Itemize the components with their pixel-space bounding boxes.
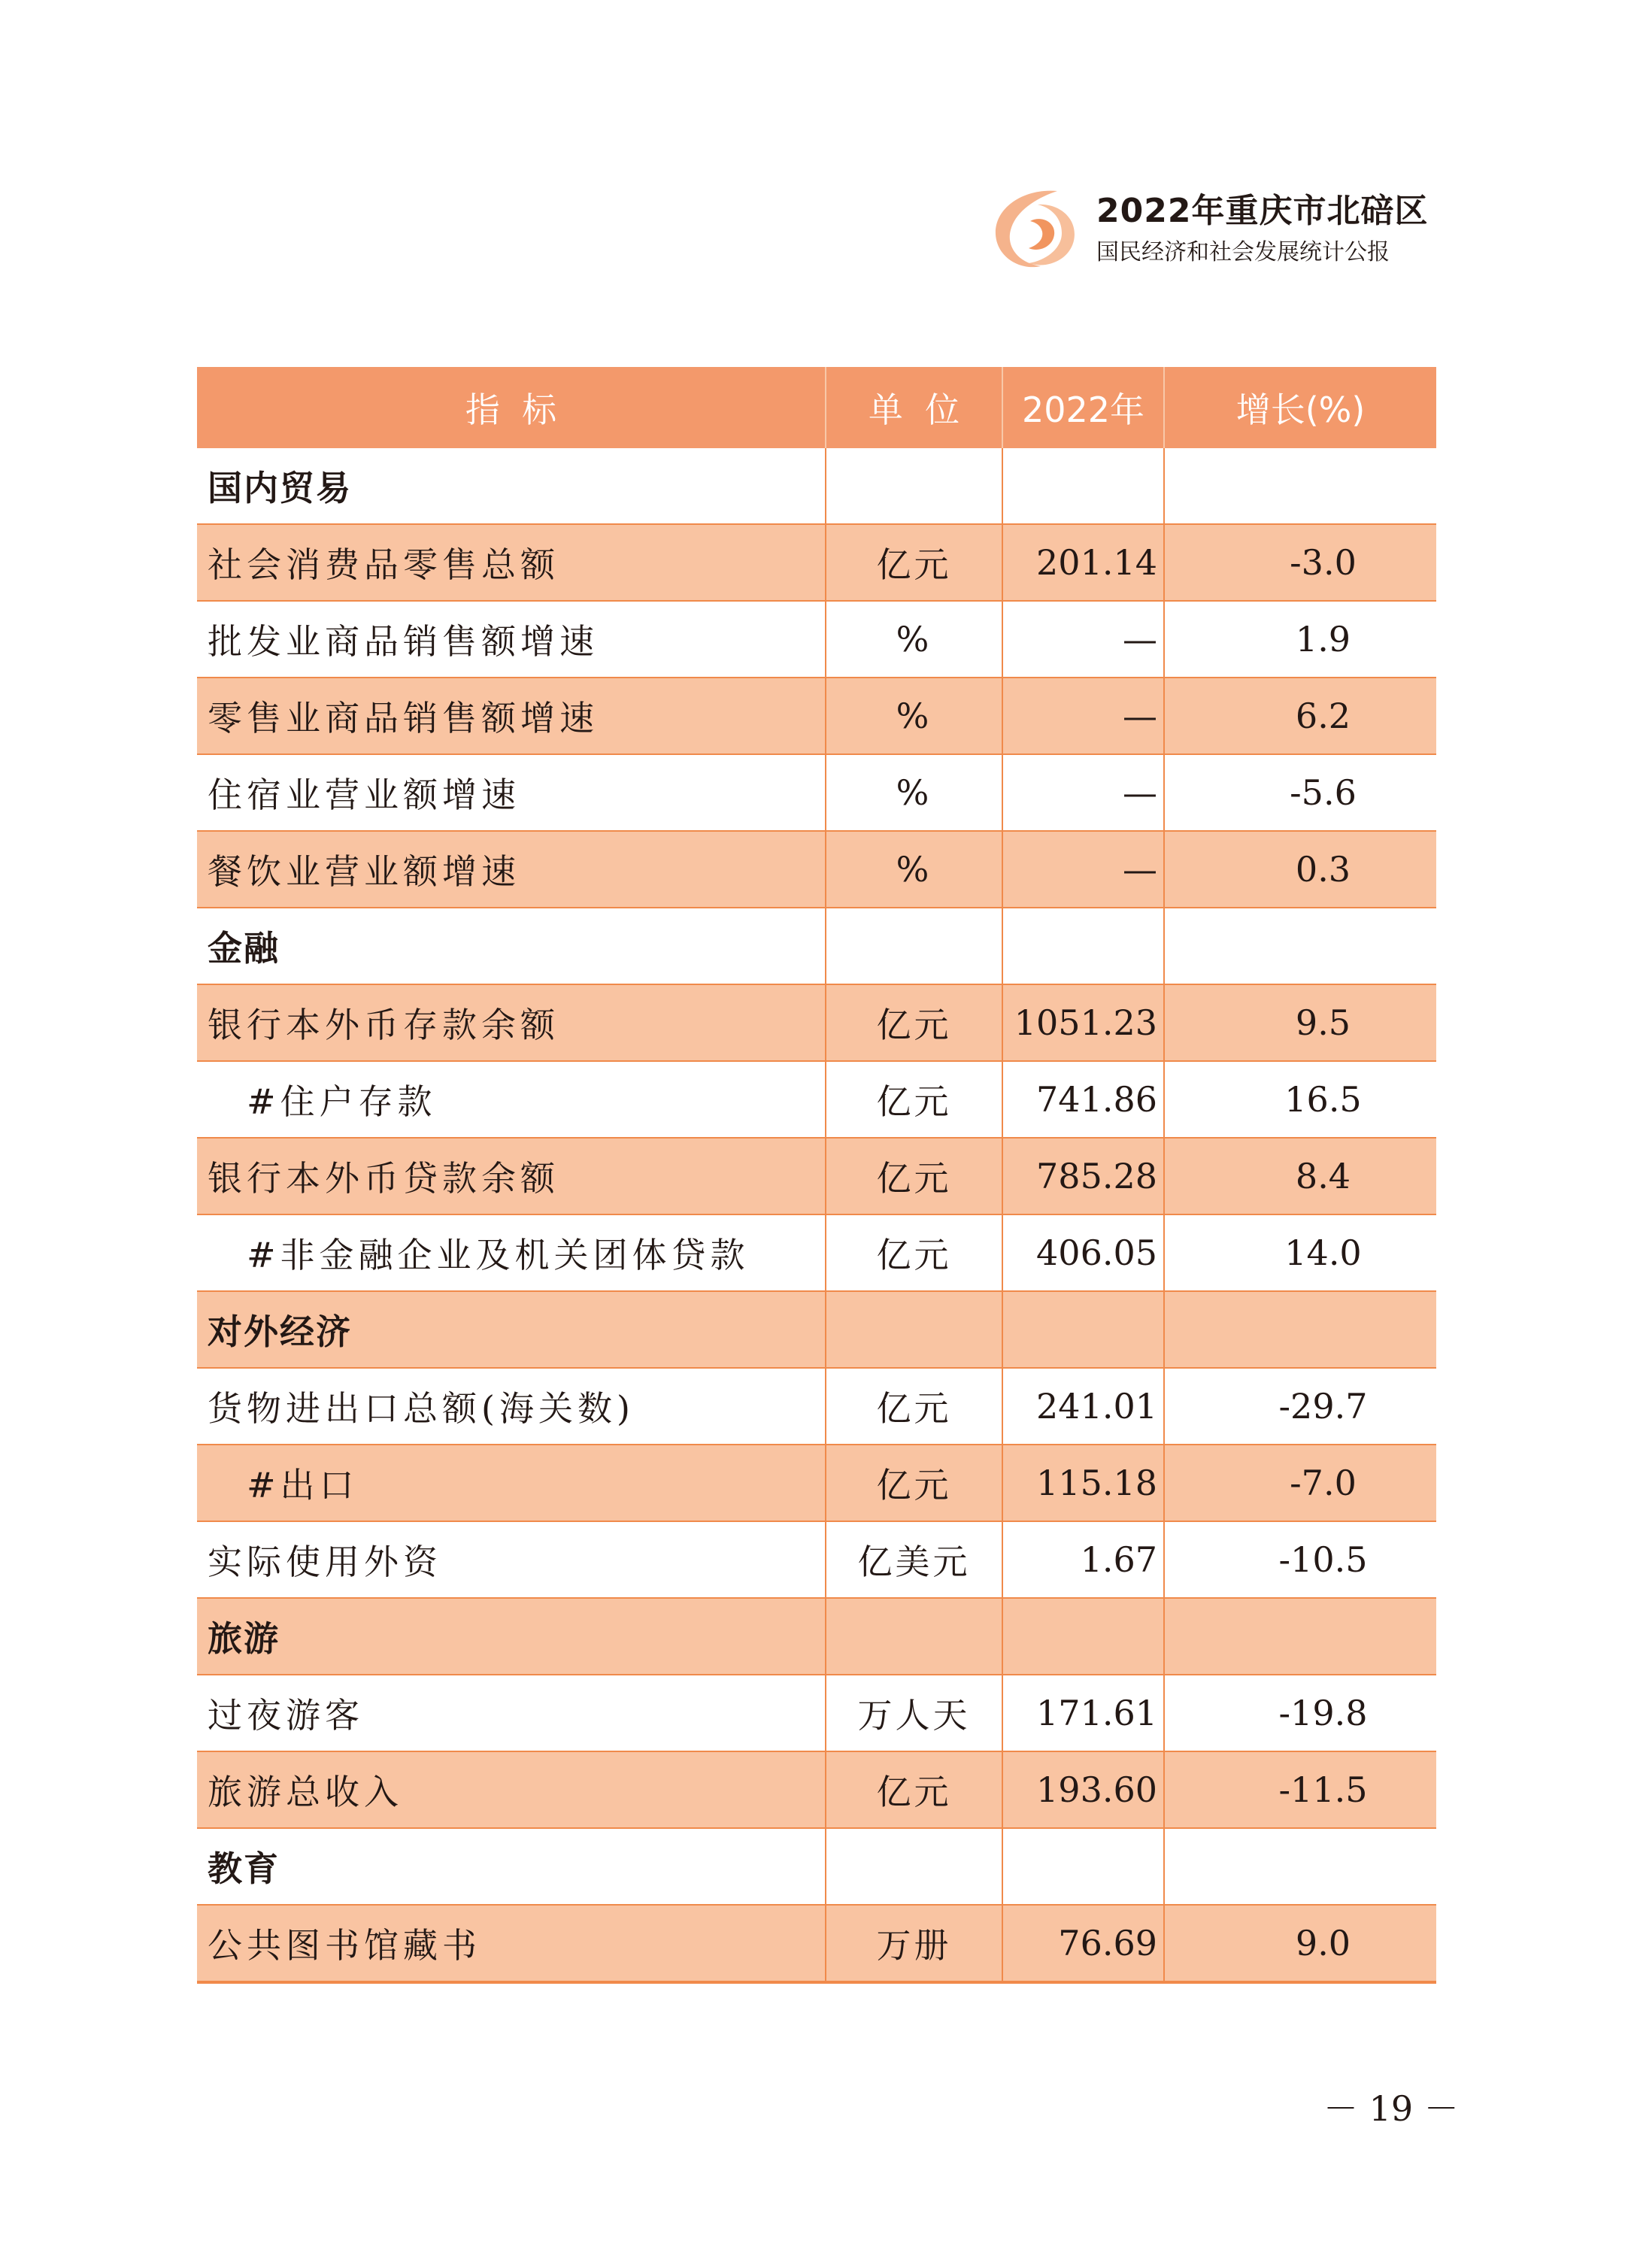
- swirl-logo-icon: [985, 185, 1090, 275]
- growth-cell: 9.0: [1164, 1905, 1436, 1982]
- section-row: [197, 448, 1436, 524]
- header-growth: 增长(%): [1164, 367, 1436, 448]
- table-row: [197, 1905, 1436, 1982]
- unit-cell: 万册: [826, 1905, 1002, 1982]
- growth-cell: 6.2: [1164, 678, 1436, 754]
- unit-cell: 亿元: [826, 1445, 1002, 1521]
- table-row: [197, 1675, 1436, 1751]
- value-2022-cell: [1002, 1291, 1164, 1368]
- unit-cell: %: [826, 601, 1002, 678]
- unit-cell: 亿元: [826, 1368, 1002, 1445]
- header-year: 2022年: [1002, 367, 1164, 448]
- indicator-cell: 银行本外币贷款余额: [197, 1138, 826, 1214]
- value-2022-cell: 1.67: [1002, 1521, 1164, 1598]
- report-subtitle: 国民经济和社会发展统计公报: [1096, 239, 1390, 265]
- indicator-cell: 过夜游客: [197, 1675, 826, 1751]
- header-indicator: 指 标: [197, 367, 826, 448]
- value-2022-cell: —: [1002, 601, 1164, 678]
- indicator-cell: 银行本外币存款余额: [197, 984, 826, 1061]
- indicator-cell: 旅游总收入: [197, 1751, 826, 1828]
- unit-cell: %: [826, 831, 1002, 908]
- unit-cell: [826, 1598, 1002, 1675]
- growth-cell: -10.5: [1164, 1521, 1436, 1598]
- indicator-cell: 金融: [197, 908, 826, 984]
- table-header-row: [197, 367, 1436, 448]
- section-row: [197, 908, 1436, 984]
- growth-cell: -7.0: [1164, 1445, 1436, 1521]
- indicator-cell: 批发业商品销售额增速: [197, 601, 826, 678]
- value-2022-cell: [1002, 448, 1164, 524]
- value-2022-cell: [1002, 908, 1164, 984]
- unit-cell: 亿元: [826, 1138, 1002, 1214]
- value-2022-cell: [1002, 1828, 1164, 1905]
- unit-cell: 万人天: [826, 1675, 1002, 1751]
- growth-cell: 16.5: [1164, 1061, 1436, 1138]
- value-2022-cell: 76.69: [1002, 1905, 1164, 1982]
- indicator-cell: 住宿业营业额增速: [197, 754, 826, 831]
- growth-cell: -11.5: [1164, 1751, 1436, 1828]
- report-header: [978, 179, 1444, 284]
- unit-cell: 亿元: [826, 524, 1002, 601]
- unit-cell: 亿元: [826, 1751, 1002, 1828]
- growth-cell: [1164, 1828, 1436, 1905]
- value-2022-cell: 201.14: [1002, 524, 1164, 601]
- indicator-cell: 零售业商品销售额增速: [197, 678, 826, 754]
- unit-cell: 亿元: [826, 984, 1002, 1061]
- growth-cell: -5.6: [1164, 754, 1436, 831]
- section-row: [197, 1598, 1436, 1675]
- indicator-cell: 公共图书馆藏书: [197, 1905, 826, 1982]
- unit-cell: [826, 1291, 1002, 1368]
- unit-cell: %: [826, 754, 1002, 831]
- unit-cell: 亿元: [826, 1061, 1002, 1138]
- table-row: [197, 984, 1436, 1061]
- table-body: [197, 448, 1436, 1982]
- value-2022-cell: 115.18: [1002, 1445, 1164, 1521]
- table-row: [197, 754, 1436, 831]
- value-2022-cell: [1002, 1598, 1164, 1675]
- table-row: [197, 831, 1436, 908]
- growth-cell: -19.8: [1164, 1675, 1436, 1751]
- unit-cell: [826, 908, 1002, 984]
- unit-cell: 亿元: [826, 1214, 1002, 1291]
- value-2022-cell: 193.60: [1002, 1751, 1164, 1828]
- section-row: [197, 1291, 1436, 1368]
- value-2022-cell: —: [1002, 754, 1164, 831]
- page-number: － 19 －: [1323, 2088, 1459, 2129]
- unit-cell: [826, 1828, 1002, 1905]
- indicator-cell: 国内贸易: [197, 448, 826, 524]
- indicator-cell: 社会消费品零售总额: [197, 524, 826, 601]
- growth-cell: 9.5: [1164, 984, 1436, 1061]
- table-row: [197, 1521, 1436, 1598]
- table-row: [197, 1368, 1436, 1445]
- indicator-cell: 对外经济: [197, 1291, 826, 1368]
- growth-cell: [1164, 1598, 1436, 1675]
- table-row: [197, 601, 1436, 678]
- indicator-cell: 旅游: [197, 1598, 826, 1675]
- value-2022-cell: —: [1002, 831, 1164, 908]
- value-2022-cell: 406.05: [1002, 1214, 1164, 1291]
- indicator-cell: 教育: [197, 1828, 826, 1905]
- indicator-cell: 餐饮业营业额增速: [197, 831, 826, 908]
- table-row: [197, 678, 1436, 754]
- growth-cell: [1164, 908, 1436, 984]
- growth-cell: 14.0: [1164, 1214, 1436, 1291]
- statistics-table: [197, 367, 1436, 1984]
- report-title: 2022年重庆市北碚区: [1096, 192, 1429, 230]
- growth-cell: -3.0: [1164, 524, 1436, 601]
- table-row: [197, 524, 1436, 601]
- table-row: [197, 1751, 1436, 1828]
- growth-cell: 0.3: [1164, 831, 1436, 908]
- growth-cell: 8.4: [1164, 1138, 1436, 1214]
- table-row: [197, 1445, 1436, 1521]
- value-2022-cell: 741.86: [1002, 1061, 1164, 1138]
- value-2022-cell: 171.61: [1002, 1675, 1164, 1751]
- growth-cell: [1164, 1291, 1436, 1368]
- value-2022-cell: 1051.23: [1002, 984, 1164, 1061]
- growth-cell: 1.9: [1164, 601, 1436, 678]
- indicator-cell: 货物进出口总额(海关数): [197, 1368, 826, 1445]
- unit-cell: [826, 448, 1002, 524]
- indicator-cell: 实际使用外资: [197, 1521, 826, 1598]
- value-2022-cell: 241.01: [1002, 1368, 1164, 1445]
- indicator-cell: #住户存款: [197, 1061, 826, 1138]
- growth-cell: -29.7: [1164, 1368, 1436, 1445]
- unit-cell: 亿美元: [826, 1521, 1002, 1598]
- section-row: [197, 1828, 1436, 1905]
- indicator-cell: #非金融企业及机关团体贷款: [197, 1214, 826, 1291]
- table-row: [197, 1061, 1436, 1138]
- value-2022-cell: —: [1002, 678, 1164, 754]
- unit-cell: %: [826, 678, 1002, 754]
- header-unit: 单 位: [826, 367, 1002, 448]
- growth-cell: [1164, 448, 1436, 524]
- value-2022-cell: 785.28: [1002, 1138, 1164, 1214]
- indicator-cell: #出口: [197, 1445, 826, 1521]
- table-row: [197, 1214, 1436, 1291]
- table-row: [197, 1138, 1436, 1214]
